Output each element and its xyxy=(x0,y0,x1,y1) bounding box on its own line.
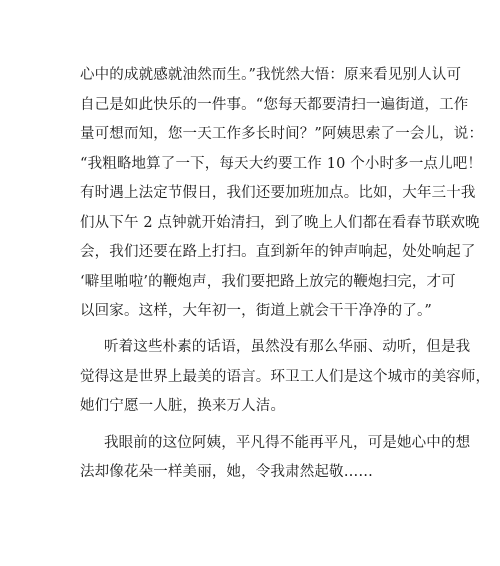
paragraph-1-line-4: “我粗略地算了一下，每天大约要工作 10 个小时多一点儿吧！ xyxy=(80,156,483,172)
paragraph-2-line-2: 觉得这是世界上最美的语言。环卫工人们是这个城市的美容师， xyxy=(80,369,491,385)
paragraph-1-line-9: 以回家。这样，大年初一，街道上就会干干净净的了。” xyxy=(80,303,432,319)
paragraph-2-line-3: 她们宁愿一人脏，换来万人洁。 xyxy=(80,398,286,414)
paragraph-1-line-3: 量可想而知，您一天工作多长时间？”阿姨思索了一会儿，说： xyxy=(80,126,484,142)
paragraph-1-line-7: 会，我们还要在路上打扫。直到新年的钟声响起，处处响起了 xyxy=(80,244,476,260)
paragraph-1-line-1: 心中的成就感就油然而生。”我恍然大悟：原来看见别人认可 xyxy=(80,67,462,83)
paragraph-3-line-1: 我眼前的这位阿姨，平凡得不能再平凡，可是她心中的想 xyxy=(104,435,471,451)
paragraph-1-line-5: 有时遇上法定节假日，我们还要加班加点。比如，大年三十我 xyxy=(80,185,476,201)
paragraph-1-line-2: 自己是如此快乐的一件事。“您每天都要清扫一遍街道，工作 xyxy=(80,97,469,113)
paragraph-1-line-8: ‘噼里啪啦’的鞭炮声，我们要把路上放完的鞭炮扫完，才可 xyxy=(80,274,456,290)
paragraph-2-line-1: 听着这些朴素的话语，虽然没有那么华丽、动听，但是我 xyxy=(104,339,471,355)
paragraph-1-line-6: 们从下午 2 点钟就开始清扫，到了晚上人们都在看春节联欢晚 xyxy=(80,215,480,231)
paragraph-3-line-2: 法却像花朵一样美丽，她，令我肃然起敬…… xyxy=(80,464,373,480)
